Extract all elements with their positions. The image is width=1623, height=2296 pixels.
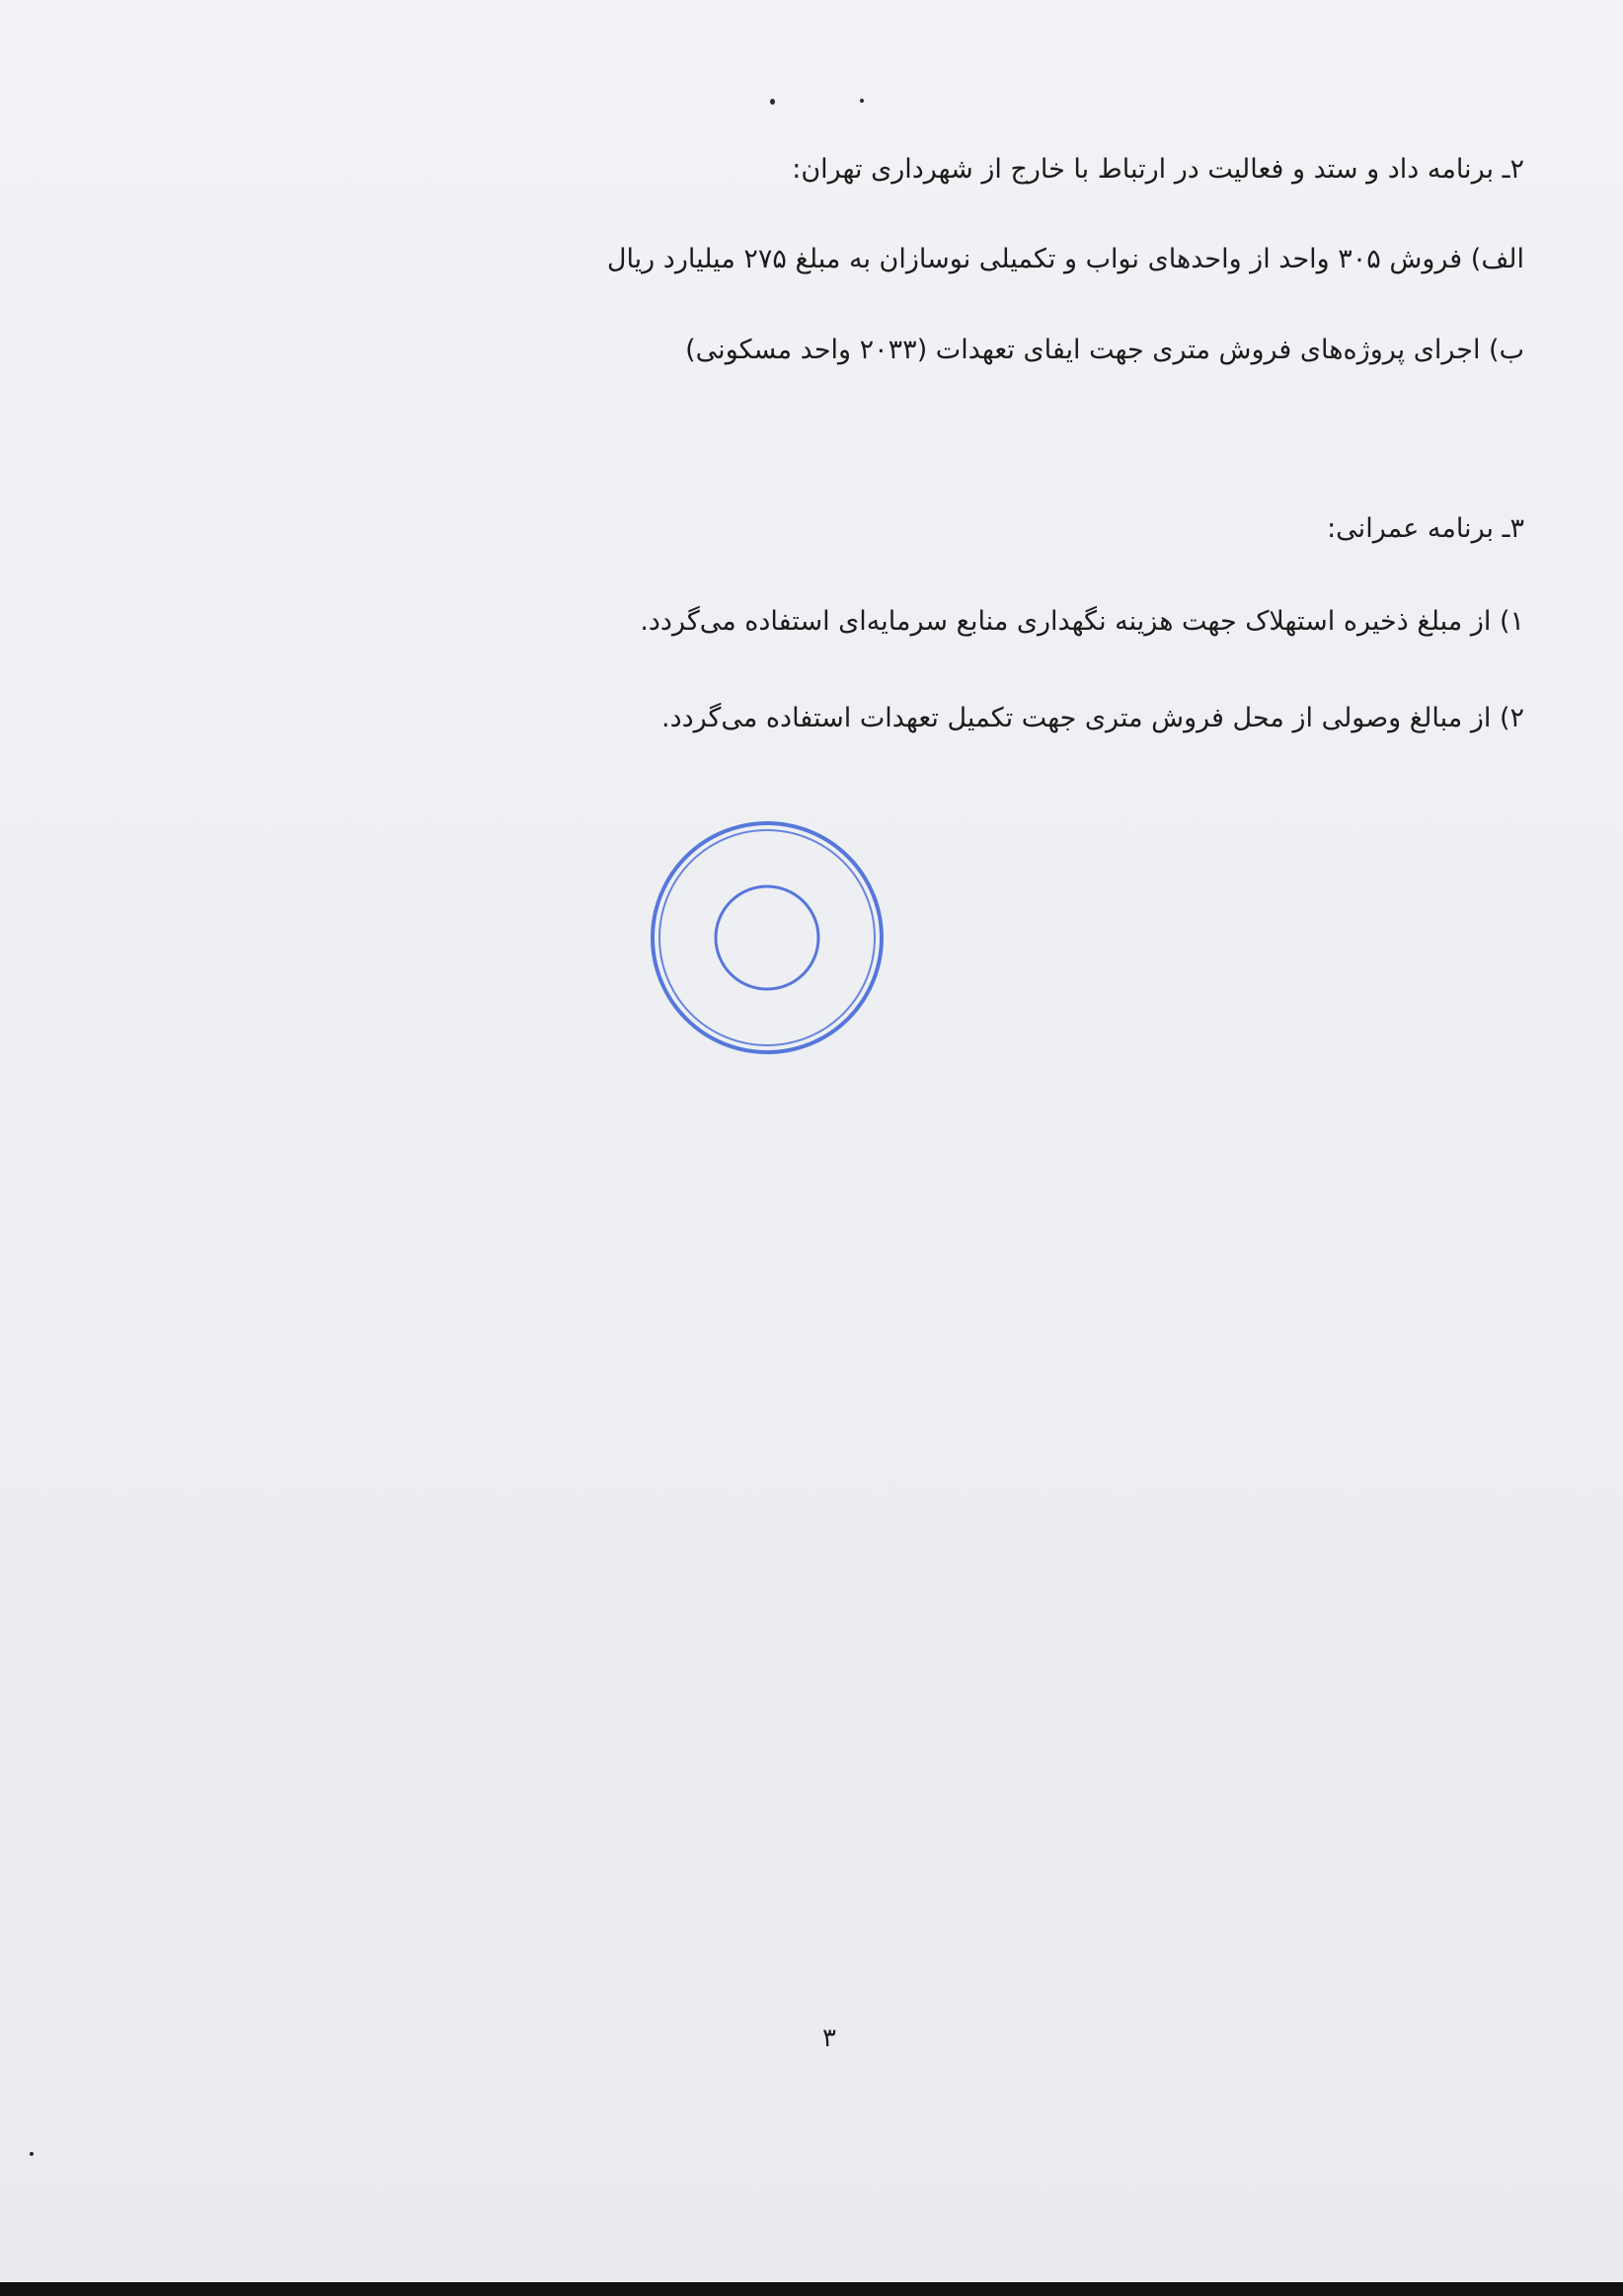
scan-dot — [770, 99, 775, 105]
section-2-item-a: الف) فروش ۳۰۵ واحد از واحدهای نواب و تکمیلی نوسازان به مبلغ ۲۷۵ میلیارد ریال — [606, 244, 1524, 274]
seal-text — [647, 817, 659, 824]
scan-dot — [860, 99, 864, 103]
scan-dot — [30, 2152, 34, 2156]
section-2-heading: ۲ـ برنامه داد و ستد و فعالیت در ارتباط با خارج از شهرداری تهران: — [792, 154, 1524, 185]
section-3-item-1: ۱) از مبلغ ذخیره استهلاک جهت هزینه نگهداری منابع سرمایه‌ای استفاده می‌گردد. — [640, 606, 1524, 637]
section-2-item-b: ب) اجرای پروژه‌های فروش متری جهت ایفای تعهدات (۲۰۳۳ واحد مسکونی) — [685, 335, 1524, 365]
page-number: ۳ — [822, 2024, 836, 2053]
scan-edge-bar — [0, 2282, 1623, 2296]
section-3-heading: ۳ـ برنامه عمرانی: — [1327, 513, 1524, 544]
section-3-item-2: ۲) از مبالغ وصولی از محل فروش متری جهت تکمیل تعهدات استفاده می‌گردد. — [660, 703, 1524, 733]
council-seal-stamp — [647, 817, 889, 1059]
svg-text:شورای اسلامی شهر تهران — [647, 817, 659, 824]
